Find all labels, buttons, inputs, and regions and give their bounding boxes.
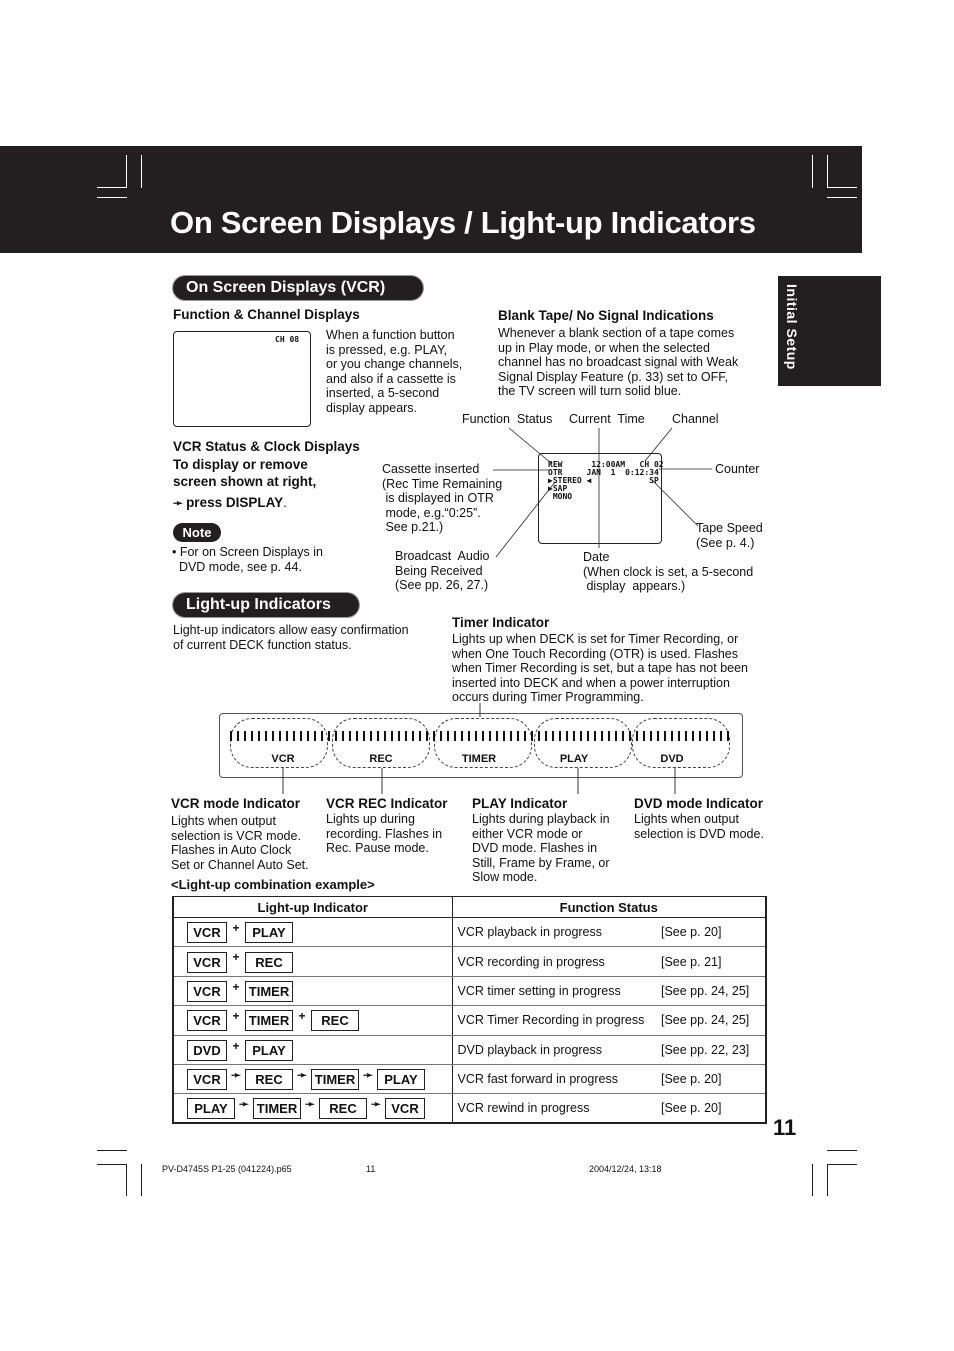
arrow-icon: ➛ [370,1097,382,1112]
plus-sign: + [298,1009,306,1024]
dvd-mode-heading: DVD mode Indicator [634,796,764,811]
side-tab-label: Initial Setup [784,284,800,370]
combo-page-ref: [See p. 20] [661,1094,766,1123]
label-date: Date (When clock is set, a 5-second display appears.) [583,550,754,594]
crop-mark [812,1164,813,1196]
label-cassette: Cassette inserted (Rec Time Remaining is displayed in OTR mode, e.g.“0:25”. See p.21.) [382,462,503,535]
combo-table [172,896,767,1124]
crop-mark [827,1164,828,1196]
footer-file: PV-D4745S P1-25 (041224).p65 [162,1164,292,1174]
arrow-icon: ➛ [230,1068,242,1083]
footer-page: 11 [366,1164,376,1174]
combo-page-ref: [See pp. 24, 25] [661,976,766,1005]
table-row [173,1064,766,1093]
arrow-icon: ➛ [173,496,184,510]
page-title: On Screen Displays / Light-up Indicators [170,205,756,240]
plus-sign: + [232,950,240,965]
dvd-mode-body: Lights when output selection is DVD mode. [634,812,764,841]
vcr-mode-heading: VCR mode Indicator [171,796,301,811]
play-body: Lights during playback in either VCR mode or DVD mode. Flashes in Still, Frame by Frame, or Slow mode. [472,812,610,885]
indicator-label-timer: TIMER [461,753,497,765]
indicator-key-vcr: VCR [187,981,227,1002]
indicator-key-vcr: VCR [187,922,227,943]
timer-heading: Timer Indicator [452,615,550,630]
vcr-rec-body: Lights up during recording. Flashes in Rec. Pause mode. [326,812,443,856]
function-channel-body: When a function button is pressed, e.g. PLAY, or you change channels, and also if a cassette is inserted, a 5-second display appears. [326,328,463,415]
combo-keys-cell [173,1094,452,1123]
table-row [173,976,766,1005]
table-row [173,918,766,947]
label-function-status: Function Status [462,412,553,426]
combo-status: VCR Timer Recording in progress [452,1006,661,1035]
tv-status-line: REW 12:00AM CH 02 [548,460,664,469]
indicator-key-vcr: VCR [385,1098,425,1119]
label-channel: Channel [672,412,719,426]
tv-status-line: MONO [548,492,573,501]
indicator-key-timer: TIMER [245,1010,293,1031]
arrow-icon: ➛ [238,1097,250,1112]
indicator-key-play: PLAY [377,1069,425,1090]
combo-header-indicator: Light-up Indicator [173,897,452,918]
crop-mark [827,1164,857,1165]
blank-tape-body: Whenever a blank section of a tape comes up in Play mode, or when the selected channel has no broadcast signal with Weak Signal Display Feature (p. 33) set to OFF, the TV screen will turn solid blue. [498,326,739,399]
table-row [173,1035,766,1064]
combo-keys-cell [173,1035,452,1064]
table-row [173,1006,766,1035]
note-badge: Note [173,523,221,542]
page-number: 11 [773,1115,797,1140]
tv-status-line: OTR JAN 1 0:12:34 [548,468,659,477]
crop-mark [97,1150,127,1151]
label-counter: Counter [715,462,760,476]
indicator-key-rec: REC [245,952,293,973]
combo-status: VCR rewind in progress [452,1094,661,1123]
crop-mark [126,1164,127,1196]
combo-page-ref: [See p. 20] [661,1064,766,1093]
crop-mark [827,1150,857,1151]
indicator-key-rec: REC [319,1098,367,1119]
vcr-rec-heading: VCR REC Indicator [326,796,448,811]
combo-status: VCR playback in progress [452,918,661,947]
table-row [173,947,766,976]
combo-status: DVD playback in progress [452,1035,661,1064]
indicator-label-dvd: DVD [660,753,684,765]
indicator-key-vcr: VCR [187,952,227,973]
osd-heading: On Screen Displays (VCR) [173,276,423,300]
press-display-label: press DISPLAY [186,495,284,510]
indicator-key-rec: REC [245,1069,293,1090]
combo-page-ref: [See p. 20] [661,918,766,947]
combo-page-ref: [See p. 21] [661,947,766,976]
indicator-key-vcr: VCR [187,1010,227,1031]
plus-sign: + [232,921,240,936]
indicator-label-vcr: VCR [271,753,295,765]
combo-keys-cell [173,1064,452,1093]
indicator-key-timer: TIMER [311,1069,359,1090]
arrow-icon: ➛ [304,1097,316,1112]
combo-keys-cell [173,947,452,976]
status-clock-heading: VCR Status & Clock Displays [173,439,360,454]
combo-page-ref: [See pp. 24, 25] [661,1006,766,1035]
indicator-key-timer: TIMER [245,981,293,1002]
indicator-key-vcr: VCR [187,1069,227,1090]
timer-body: Lights up when DECK is set for Timer Recording, or when One Touch Recording (OTR) is used. Flashes when Timer Recording is set, but a tape has not been inserted into DECK and when a power interruption occurs during Timer Programming. [452,632,749,705]
status-clock-instruction: To display or remove screen shown at right, [173,457,317,489]
label-tape-speed: Tape Speed (See p. 4.) [696,521,763,550]
tv-status-line: ▶SAP [548,484,568,493]
combo-status: VCR fast forward in progress [452,1064,661,1093]
tv-screen-ch-text: CH 08 [275,335,300,344]
label-broadcast: Broadcast Audio Being Received (See pp. 26, 27.) [395,549,490,593]
blank-tape-heading: Blank Tape/ No Signal Indications [498,308,714,323]
indicator-key-dvd: DVD [187,1040,227,1061]
tv-status-line: ▶STEREO ◀ SP [548,476,659,485]
indicator-key-rec: REC [311,1010,359,1031]
indicator-key-play: PLAY [245,922,293,943]
combo-keys-cell [173,976,452,1005]
indicator-key-play: PLAY [187,1098,235,1119]
arrow-icon: ➛ [362,1068,374,1083]
crop-mark [141,1164,142,1196]
indicator-label-rec: REC [369,753,393,765]
crop-mark [97,1164,127,1165]
lightup-intro: Light-up indicators allow easy confirmation of current DECK function status. [173,623,409,652]
label-current-time: Current Time [569,412,645,426]
play-heading: PLAY Indicator [472,796,568,811]
lightup-heading: Light-up Indicators [173,593,359,617]
combo-status: VCR timer setting in progress [452,976,661,1005]
plus-sign: + [232,1038,240,1053]
combo-page-ref: [See pp. 22, 23] [661,1035,766,1064]
vcr-mode-body: Lights when output selection is VCR mode. Flashes in Auto Clock Set or Channel Auto Set. [171,814,309,872]
combo-status: VCR recording in progress [452,947,661,976]
combo-keys-cell [173,1006,452,1035]
press-display-period: . [283,495,287,510]
indicator-label-play: PLAY [559,753,589,765]
footer-timestamp: 2004/12/24, 13:18 [589,1164,662,1174]
table-row [173,1094,766,1123]
indicator-key-timer: TIMER [253,1098,301,1119]
function-channel-heading: Function & Channel Displays [173,307,360,322]
arrow-icon: ➛ [296,1068,308,1083]
combo-keys-cell [173,918,452,947]
note-text: • For on Screen Displays in DVD mode, see p. 44. [172,545,323,574]
plus-sign: + [232,1009,240,1024]
combo-caption: <Light-up combination example> [171,877,375,892]
indicator-key-play: PLAY [245,1040,293,1061]
plus-sign: + [232,979,240,994]
combo-header-status: Function Status [452,897,766,918]
